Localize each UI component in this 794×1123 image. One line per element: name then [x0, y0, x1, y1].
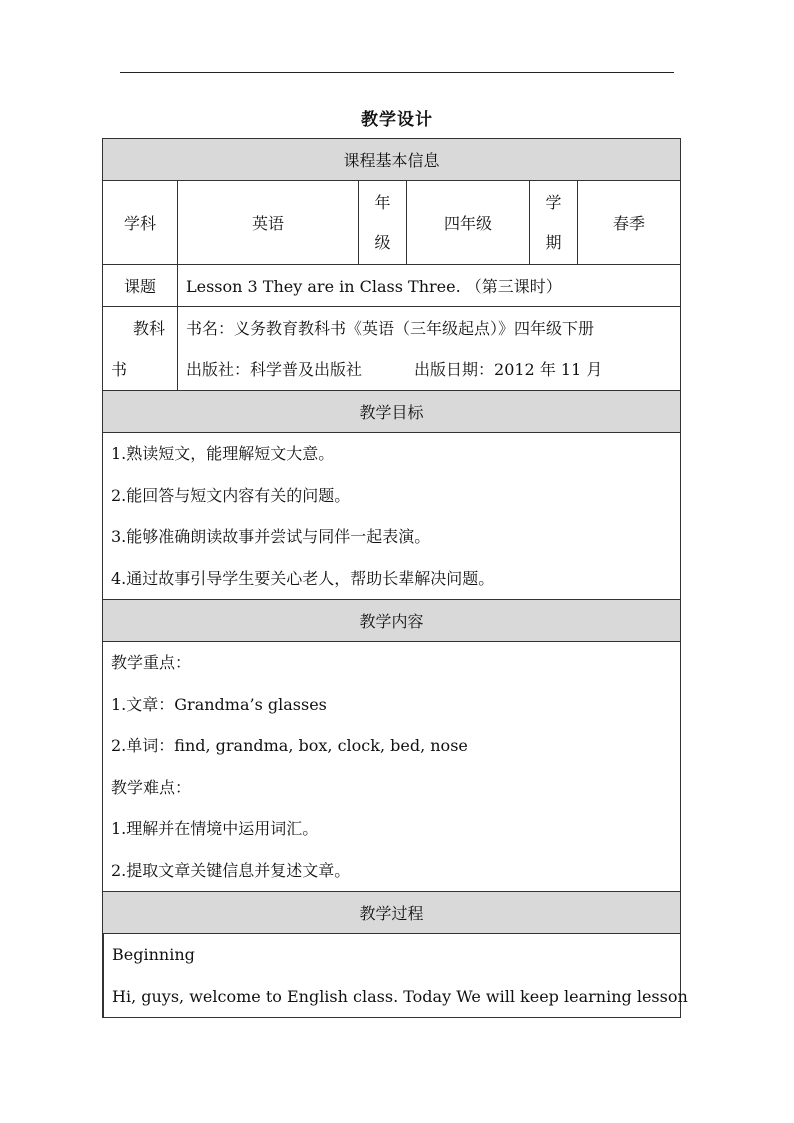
textbook-label-line-2: 书: [111, 359, 128, 379]
goal-item: 2.能回答与短文内容有关的问题。: [111, 485, 351, 505]
content-line: 1.理解并在情境中运用词汇。: [111, 819, 319, 838]
grade-label: [359, 181, 407, 265]
textbook-publisher: 出版社：科学普及出版社: [186, 359, 363, 379]
subject-label: 学科: [103, 181, 178, 265]
content-line: 2.单词：find, grandma, box, clock, bed, nose: [111, 736, 468, 755]
textbook-name: 书名：义务教育教科书《英语（三年级起点）》四年级下册: [186, 318, 595, 338]
term-value: 春季: [578, 181, 681, 265]
document-title: 教学设计: [361, 110, 433, 130]
process-body: [103, 934, 688, 1018]
process-line: Beginning: [112, 945, 195, 964]
term-label-line-2: 期: [545, 232, 562, 252]
content-line: 教学难点：: [111, 777, 192, 797]
textbook-info: [178, 307, 681, 391]
subject-value: 英语: [178, 181, 359, 265]
content-line: 教学重点：: [111, 653, 192, 672]
term-label-line-1: 学: [545, 192, 562, 212]
process-line: Hi, guys, welcome to English class. Today We will keep learning lesson: [112, 986, 688, 1006]
content-line: 2.提取文章关键信息并复述文章。: [111, 860, 351, 880]
grade-label-line-1: 年: [374, 192, 391, 212]
goal-item: 3.能够准确朗读故事并尝试与同伴一起表演。: [111, 527, 431, 546]
grade-value: 四年级: [407, 181, 530, 265]
topic-label: 课题: [103, 265, 178, 307]
header-rule: [120, 72, 674, 73]
basic-info-header: 课程基本信息: [103, 139, 681, 181]
content-line: 1.文章：Grandma’s glasses: [111, 694, 327, 714]
term-label: [530, 181, 578, 265]
textbook-label: [103, 307, 178, 391]
content-body: [103, 642, 681, 892]
textbook-pub-date: 出版日期：2012 年 11 月: [414, 359, 603, 379]
goal-item: 1.熟读短文，能理解短文大意。: [111, 444, 335, 463]
goals-body: [103, 433, 681, 600]
lesson-plan-table: [102, 138, 688, 1018]
textbook-label-line-1: 教科: [133, 318, 166, 338]
goals-header: 教学目标: [103, 391, 681, 433]
process-header: 教学过程: [103, 892, 681, 934]
textbook-publisher-row: [186, 349, 680, 390]
grade-label-line-2: 级: [374, 232, 391, 252]
goal-item: 4.通过故事引导学生要关心老人，帮助长辈解决问题。: [111, 568, 495, 588]
topic-value: Lesson 3 They are in Class Three. （第三课时）: [178, 265, 681, 307]
content-header: 教学内容: [103, 600, 681, 642]
